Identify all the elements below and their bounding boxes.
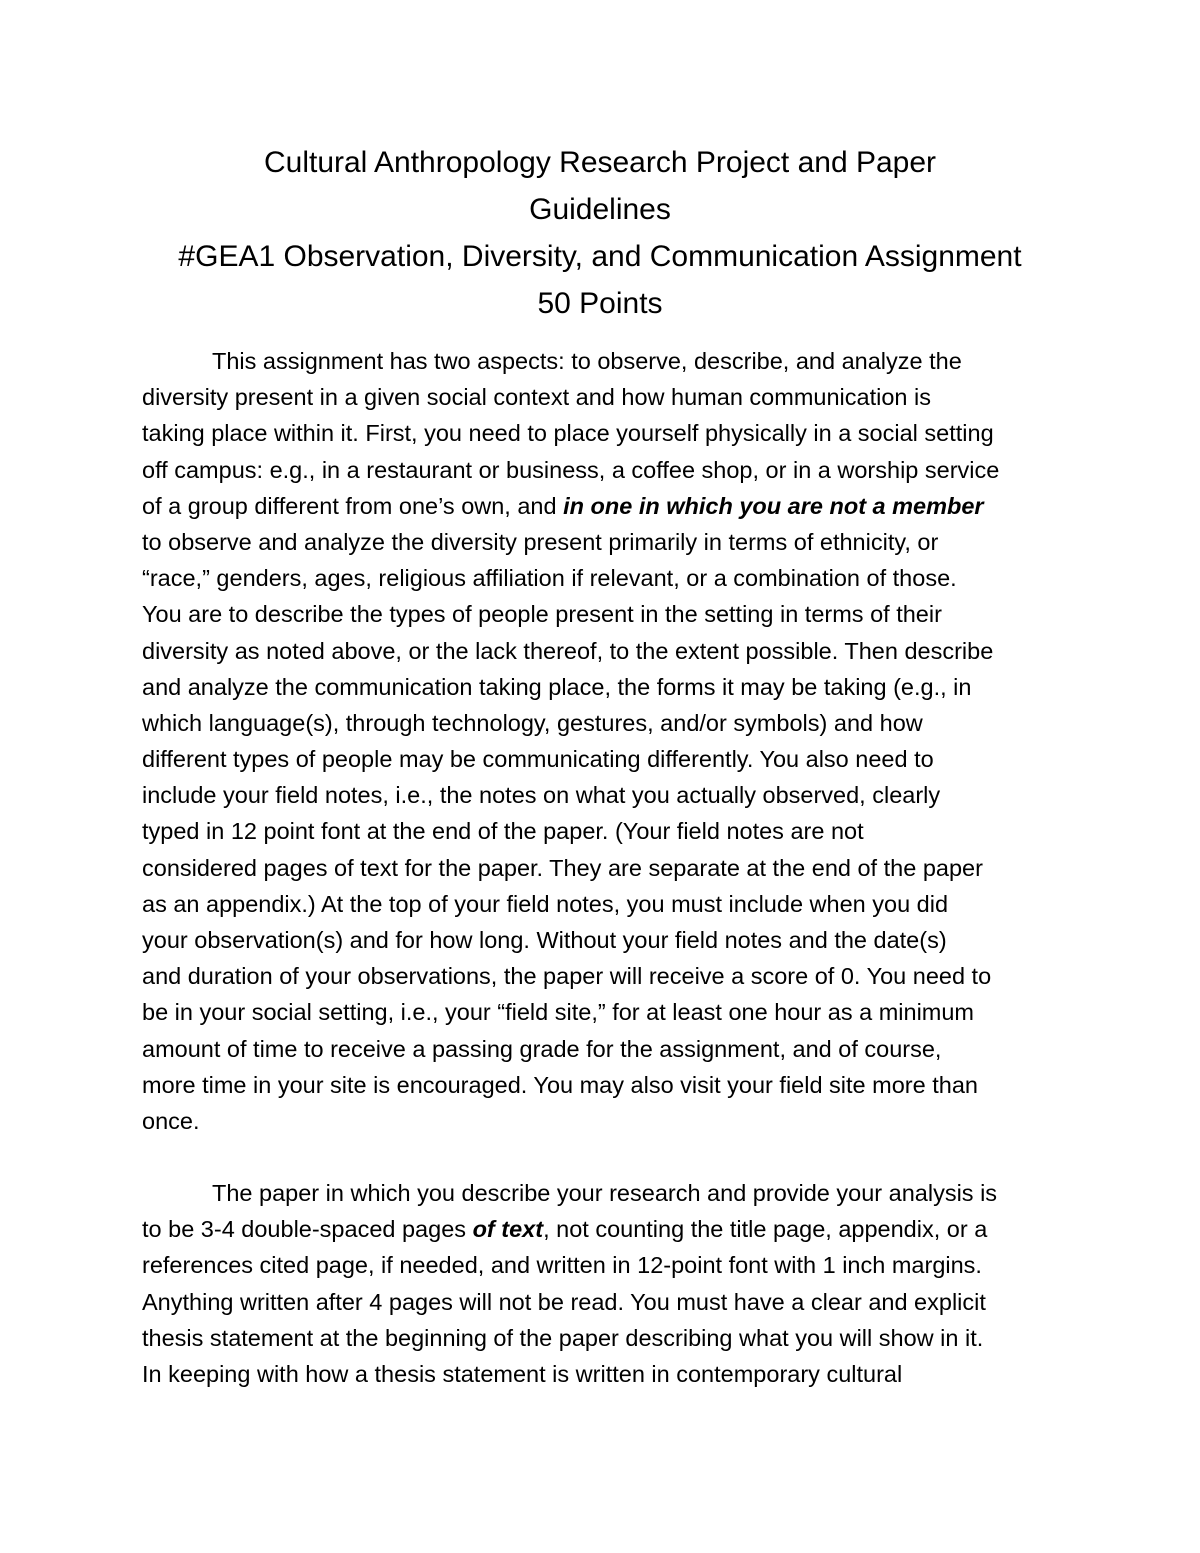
paragraph-line: The paper in which you describe your research and provide your analysis is bbox=[212, 1180, 998, 1206]
paragraph-line: diversity as noted above, or the lack thereof, to the extent possible. Then describe bbox=[142, 637, 994, 664]
paragraph-line: This assignment has two aspects: to observe, describe, and analyze the bbox=[212, 348, 962, 374]
paragraph-text: of a group different from one’s own, and bbox=[142, 492, 564, 519]
paragraph-line: your observation(s) and for how long. Without your field notes and the date(s) bbox=[142, 927, 947, 953]
title-line-2: Guidelines bbox=[529, 193, 671, 226]
paragraph-line: and analyze the communication taking place, the forms it may be taking (e.g., in bbox=[142, 673, 972, 700]
paragraph-line: off campus: e.g., in a restaurant or business, a coffee shop, or in a worship service bbox=[142, 456, 1000, 483]
paragraph-line: which language(s), through technology, gestures, and/or symbols) and how bbox=[142, 709, 923, 736]
paragraph-line: include your field notes, i.e., the notes on what you actually observed, clearly bbox=[142, 782, 941, 809]
paragraph-line: In keeping with how a thesis statement is written in contemporary cultural bbox=[142, 1360, 903, 1387]
title-line-1: Cultural Anthropology Research Project and Paper bbox=[263, 146, 937, 179]
paragraph-line: as an appendix.) At the top of your field notes, you must include when you did bbox=[142, 890, 949, 917]
paragraph-line: references cited page, if needed, and written in 12-point font with 1 inch margins. bbox=[142, 1252, 982, 1279]
paragraph-1 bbox=[142, 343, 1072, 1139]
paragraph-line bbox=[142, 488, 1072, 524]
paragraph-line bbox=[142, 1211, 1072, 1247]
paragraph-line: diversity present in a given social context and how human communication is bbox=[142, 384, 931, 411]
paragraph-text: , not counting the title page, appendix, or a bbox=[543, 1216, 988, 1243]
emphasis-of-text: of text bbox=[472, 1216, 544, 1243]
paragraph-line: more time in your site is encouraged. You may also visit your field site more than bbox=[142, 1071, 978, 1098]
paragraph-line: amount of time to receive a passing grade for the assignment, and of course, bbox=[142, 1035, 942, 1062]
paragraph-text: to be 3-4 double-spaced pages bbox=[142, 1216, 473, 1243]
paragraph-line: “race,” genders, ages, religious affiliation if relevant, or a combination of those. bbox=[142, 565, 957, 592]
points-label: 50 Points bbox=[537, 287, 663, 320]
paragraph-line: typed in 12 point font at the end of the paper. (Your field notes are not bbox=[142, 818, 864, 845]
paragraph-line: You are to describe the types of people present in the setting in terms of their bbox=[142, 601, 942, 628]
paragraph-line: Anything written after 4 pages will not be read. You must have a clear and explicit bbox=[142, 1288, 986, 1315]
paragraph-line: and duration of your observations, the paper will receive a score of 0. You need to bbox=[142, 963, 992, 990]
subtitle-assignment: #GEA1 Observation, Diversity, and Communication Assignment bbox=[178, 240, 1022, 273]
paragraph-line: to observe and analyze the diversity present primarily in terms of ethnicity, or bbox=[142, 528, 939, 555]
paragraph-line: considered pages of text for the paper. They are separate at the end of the paper bbox=[142, 854, 983, 881]
paragraph-line: thesis statement at the beginning of the paper describing what you will show in it. bbox=[142, 1324, 984, 1351]
paragraph-line: different types of people may be communicating differently. You also need to bbox=[142, 746, 934, 773]
emphasis-not-a-member: in one in which you are not a member bbox=[563, 492, 984, 519]
paragraph-line: be in your social setting, i.e., your “field site,” for at least one hour as a minimum bbox=[142, 999, 975, 1026]
paragraph-line: taking place within it. First, you need to place yourself physically in a social setting bbox=[142, 420, 994, 447]
paragraph-line: once. bbox=[142, 1107, 200, 1134]
paragraph-2 bbox=[142, 1175, 1072, 1392]
